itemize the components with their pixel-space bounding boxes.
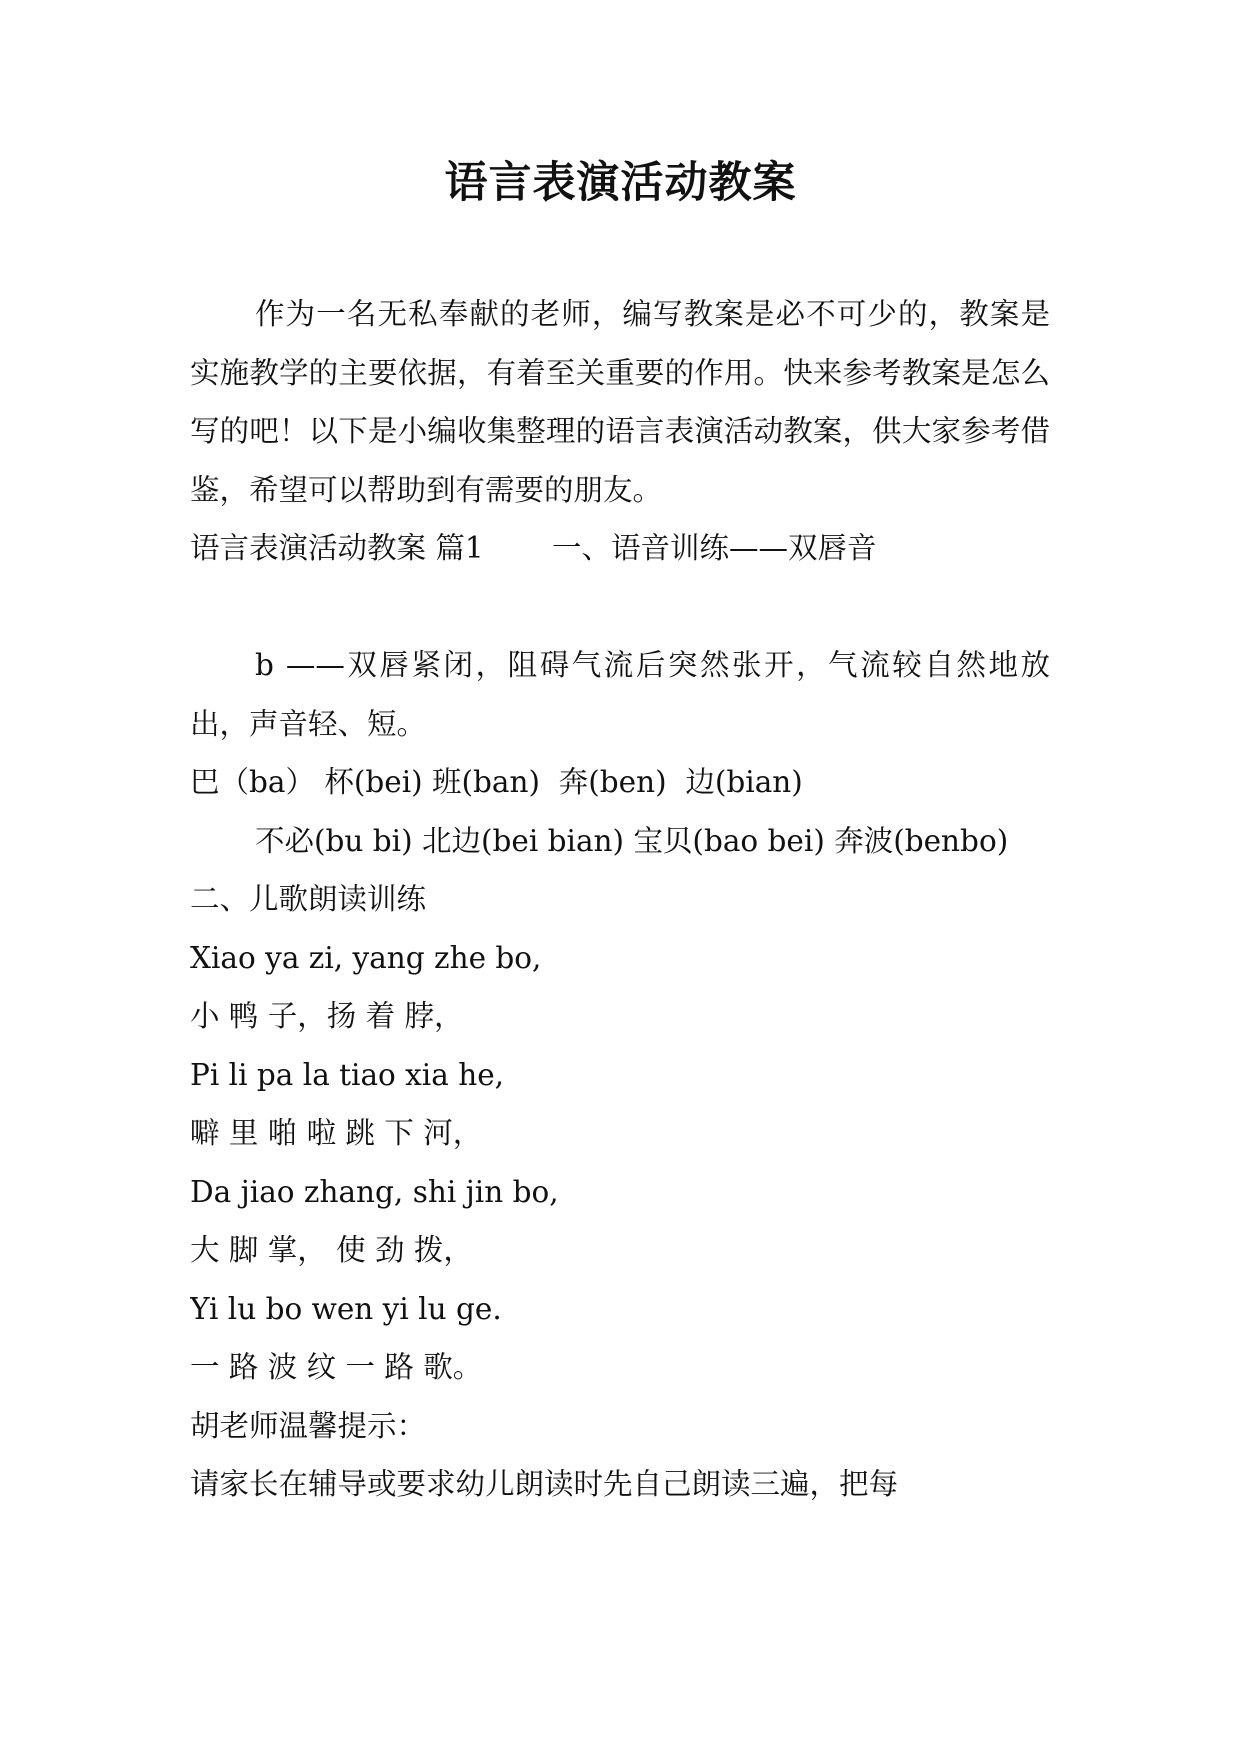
rhyme-line: 噼 里 啪 啦 跳 下 河， — [190, 1116, 483, 1150]
rhyme-line: Yi lu bo wen yi lu ge. — [190, 1291, 502, 1326]
tip-text: 请家长在辅导或要求幼儿朗读时先自己朗读三遍，把每 — [190, 1467, 899, 1501]
intro-paragraph: 作为一名无私奉献的老师，编写教案是必不可少的，教案是实施教学的主要依据，有着至关重要的作用。快来参考教案是怎么写的吧！以下是小编收集整理的语言表演活动教案，供大家参考借鉴，希望可以帮助到有需要的朋友。 — [190, 297, 1050, 507]
document-body — [190, 285, 1050, 1514]
rhyme-line: 小 鸭 子，扬 着 脖， — [190, 999, 464, 1033]
blank-line — [190, 578, 1050, 637]
document-title: 语言表演活动教案 — [444, 158, 797, 208]
section-header: 语言表演活动教案 篇1 一、语音训练——双唇音 — [190, 531, 877, 565]
rhyme-line: 一 路 波 纹 一 路 歌。 — [190, 1350, 483, 1384]
rhyme-line: Da jiao zhang, shi jin bo, — [190, 1174, 559, 1209]
rhyme-line: Xiao ya zi, yang zhe bo, — [190, 940, 542, 975]
rhyme-line: 大 脚 掌， 使 劲 拨， — [190, 1233, 473, 1267]
b-description-paragraph: b ——双唇紧闭，阻碍气流后突然张开，气流较自然地放出，声音轻、短。 — [190, 648, 1050, 741]
examples-line-2: 不必(bu bi) 北边(bei bian) 宝贝(bao bei) 奔波(benbo) — [255, 823, 1009, 858]
tip-label: 胡老师温馨提示： — [190, 1408, 427, 1443]
section-two-heading: 二、儿歌朗读训练 — [190, 882, 427, 916]
rhyme-line: Pi li pa la tiao xia he, — [190, 1057, 505, 1092]
examples-line-1: 巴（ba） 杯(bei) 班(ban) 奔(ben) 边(bian) — [190, 765, 803, 799]
